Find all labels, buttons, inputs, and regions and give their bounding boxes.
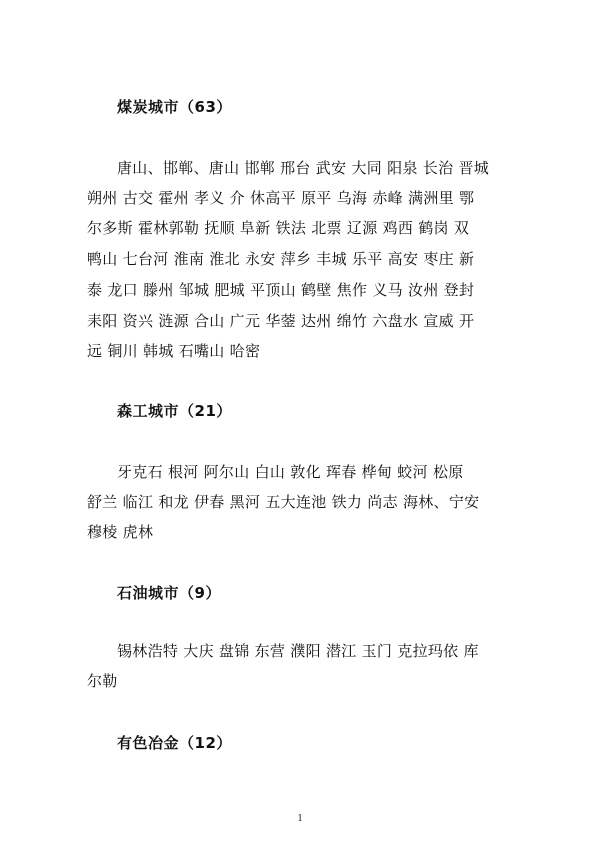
coal-cities-line: 唐山、邯郸、唐山 邯郸 邢台 武安 大同 阳泉 长治 晋城 <box>117 159 490 177</box>
oil-cities-line: 尔勒 <box>87 672 118 690</box>
forestry-cities-line: 牙克石 根河 阿尔山 白山 敦化 珲春 桦甸 蛟河 松原 <box>117 463 464 481</box>
section-heading-forestry: 森工城市（21） <box>117 402 232 420</box>
coal-cities-line: 尔多斯 霍林郭勒 抚顺 阜新 铁法 北票 辽源 鸡西 鹤岗 双 <box>87 219 470 237</box>
coal-cities-line: 朔州 古交 霍州 孝义 介 休高平 原平 乌海 赤峰 满洲里 鄂 <box>87 189 475 207</box>
coal-cities-line: 泰 龙口 滕州 邹城 肥城 平顶山 鹤壁 焦作 义马 汝州 登封 <box>87 281 475 299</box>
forestry-cities-line: 舒兰 临江 和龙 伊春 黑河 五大连池 铁力 尚志 海林、宁安 <box>87 493 480 511</box>
forestry-cities-line: 穆棱 虎林 <box>87 523 154 541</box>
section-heading-oil: 石油城市（9） <box>117 584 221 602</box>
coal-cities-line: 鸭山 七台河 淮南 淮北 永安 萍乡 丰城 乐平 高安 枣庄 新 <box>87 250 475 268</box>
section-heading-coal: 煤炭城市（63） <box>117 98 232 116</box>
page-number: 1 <box>297 813 303 824</box>
section-heading-nonferrous: 有色冶金（12） <box>117 734 232 752</box>
coal-cities-line: 耒阳 资兴 涟源 合山 广元 华蓥 达州 绵竹 六盘水 宣威 开 <box>87 312 475 330</box>
oil-cities-line: 锡林浩特 大庆 盘锦 东营 濮阳 潜江 玉门 克拉玛依 库 <box>117 642 479 660</box>
coal-cities-line: 远 铜川 韩城 石嘴山 哈密 <box>87 342 261 360</box>
